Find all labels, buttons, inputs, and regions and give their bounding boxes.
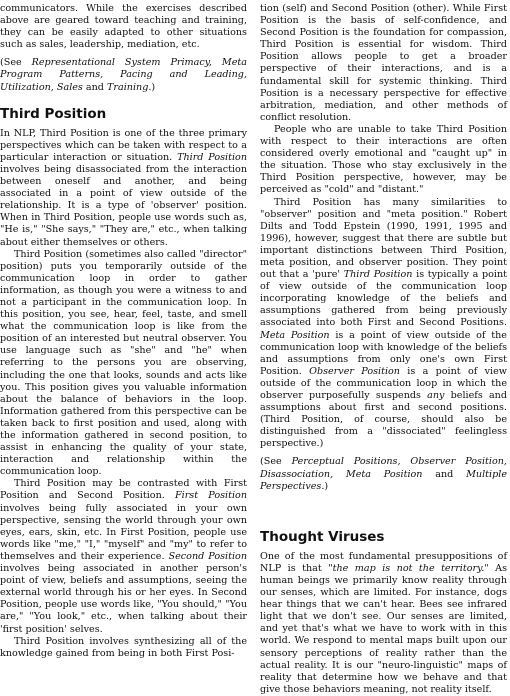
text: In NLP, Third Position is one of the three primary perspectives which can be taken with respect to a particular interaction or situation.: [0, 127, 247, 163]
ref-titles: Perceptual Positions, Observer Position, Disassociation, Meta Position: [260, 456, 507, 480]
intro-paragraph: communicators. While the exercises described above are geared toward teaching and training, they can be easily adapted to other situations such as sales, leadership, mediation, etc.: [0, 3, 247, 51]
ref-prefix: (See: [0, 57, 32, 69]
term: Meta Position: [260, 329, 330, 341]
text: involves being disassociated from the interaction between oneself and another, and being associated in a point of view outside of the relationship. It is a type of 'observer' position. When in Third Position, people use words such as, "He is," "She says," "They are," etc., when talking about either themselves or others.: [0, 163, 247, 248]
text: involves being associated in another person's point of view, beliefs and assumptions, seeing the external world through his or her eyes. In Second Position, people use words like, "You should," "You are," "You look," etc., when talking about their 'first position' selves.: [0, 563, 247, 635]
ref-prefix: (See: [260, 456, 292, 468]
text: Third Position has many similarities to "observer" position and "meta position." Robert Dilts and Todd Epstein (1990, 1991, 1995 and 1996), however, suggest that there are subtle but important distinctions between Third Position, meta position, and observer position. They point out that a 'pure': [260, 196, 507, 281]
paragraph: [0, 128, 247, 249]
term: any: [427, 390, 445, 401]
right-column: [260, 3, 507, 696]
section-heading-third-position: Third Position: [0, 105, 107, 122]
paragraph: People who are unable to take Third Position with respect to their interactions are often considered overly emotional and "caught up" in the situation. Those who stay exclusively in the Third Position perspective, however, may be perceived as "cold" and "distant.": [260, 123, 507, 196]
text: Third Position may be contrasted with First Position and Second Position.: [0, 478, 247, 502]
paragraph: Third Position (sometimes also called "director" position) puts you temporarily outside of the communication loop in order to gather information, as though you were a witness to and not a participant in the communication loop. In this position, you see, hear, feel, taste, and smell what the communication loop is like from the position of an interested but neutral observer. You use language such as "she" and "he" when referring to the persons you are observing, including the one that looks, sounds and acts like you. This position gives you valuable information about the balance of behaviors in the loop. Information gathered from this perspective can be taken back to first position and used, along with the information gathered in second position, to assist in enhancing the quality of your state, interaction and relationship within the communication loop.: [0, 248, 247, 478]
term: Third Position: [177, 151, 247, 163]
section-heading-thought-viruses: Thought Viruses: [260, 528, 385, 545]
text: is typically a point of view outside of the communication loop incorporating knowledge of the beliefs and assumptions gathered from being previously associated into both First and Second Positions.: [260, 269, 507, 329]
term: First Position: [175, 490, 247, 502]
ref-last-title: Multiple Perspectives: [260, 468, 507, 492]
ref-suffix: .): [148, 81, 156, 93]
text: is a point of view outside of the communication loop in which the observer purposefully suspends: [260, 365, 507, 401]
term: Second Position: [168, 550, 248, 562]
paragraph: tion (self) and Second Position (other). While First Position is the basis of self-confidence, and Second Position is the foundation for compassion, Third Position is essential for wisdom. Third Position allows people to get a broader perspective of their interactions, and is a fundamental skill for systemic thinking. Third Position is a necessary perspective for effective arbitration, mediation, and other methods of conflict resolution.: [260, 3, 507, 123]
text: involves being fully associated in your own perspective, sensing the world through your own eyes, ears, skin, etc. In First Position, people use words like "me," "I," "myself" and "my" to refer to themselves and their experience.: [0, 502, 247, 562]
left-column: [0, 3, 247, 660]
ref-suffix: .): [321, 480, 329, 492]
text: beliefs and assumptions about first and second positions. (Third Position, of course, should also be distinguished from a "dissociated" feelingless perspective.): [260, 390, 507, 450]
ref-and: and: [82, 81, 107, 93]
paragraph: [0, 478, 247, 635]
term: Observer Position: [309, 365, 400, 377]
intro-reference: [0, 57, 247, 93]
text: is a point of view outside of the communication loop with knowledge of the beliefs and assumptions from only one's own First Position.: [260, 329, 507, 377]
quote: "the map is not the territory.": [328, 562, 489, 574]
text: One of the most fundamental presuppositions of NLP is that: [260, 550, 507, 574]
paragraph: [260, 197, 507, 451]
ref-last-title: Training: [107, 81, 149, 93]
see-also-reference: [260, 456, 507, 492]
ref-titles: Representational System Primacy, Meta Program Patterns, Pacing and Leading, Utilization, Sales: [0, 57, 247, 93]
ref-and: and: [422, 468, 467, 480]
paragraph: Third Position involves synthesizing all of the knowledge gained from being in both First Posi-: [0, 635, 247, 659]
term: Third Position: [343, 269, 413, 281]
paragraph: [260, 551, 507, 696]
text: As human beings we primarily know reality through our senses, which are limited. For instance, dogs hear things that we can't hear. Bees see infrared light that we don't see. Our senses are limited, and yet that's what we have to work with in this world. We respond to mental maps built upon our sensory perceptions of reality rather than the actual reality. It is our "neuro-linguistic" maps of reality that determine how we behave and that give those behaviors meaning, not reality itself.: [260, 562, 507, 695]
